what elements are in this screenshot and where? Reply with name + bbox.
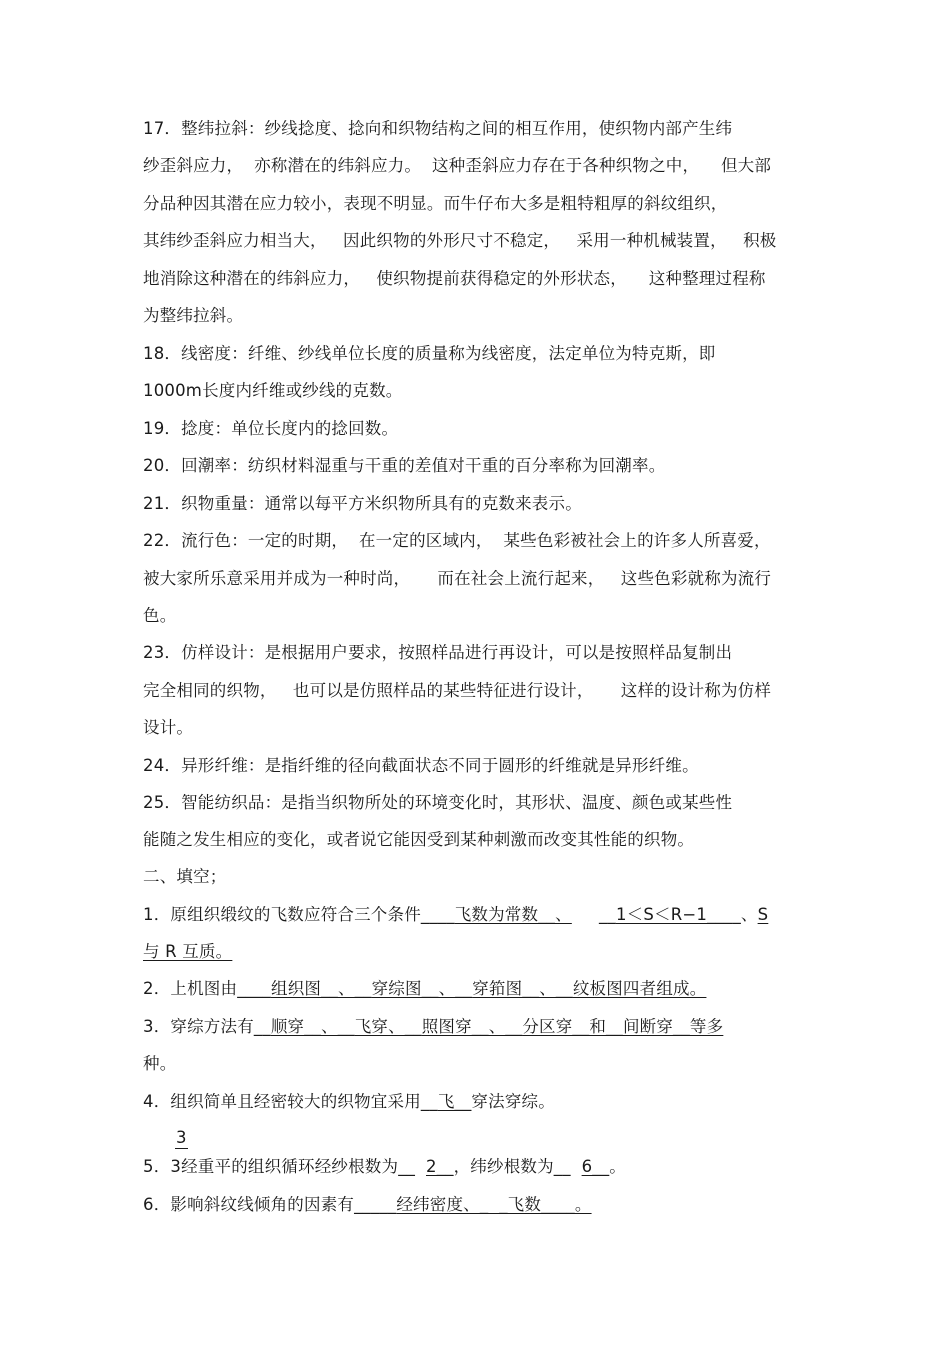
q4-prefix: 4．组织简单且经密较大的织物宜采用__	[143, 1092, 438, 1111]
q1-gap: __	[571, 905, 616, 924]
q5-suffix: 。	[609, 1157, 626, 1176]
q5-prefix: 经重平的组织循环经纱根数为__	[181, 1157, 426, 1176]
q5-mid: ，纬纱根数为__	[453, 1157, 582, 1176]
q5-answer-1: 2__	[426, 1157, 454, 1176]
definition-22-line-2: 被大家所乐意采用并成为一种时尚， 而在社会上流行起来， 这些色彩就称为流行	[143, 569, 772, 588]
q1-prefix: 1．原组织缎纹的飞数应符合三个条件____	[143, 905, 455, 924]
fill-blank-q3-line-1	[143, 1016, 723, 1038]
q6-prefix: 6．影响斜纹线倾角的因素有_____	[143, 1195, 397, 1214]
q1-answer-1: 飞数为常数__、	[454, 905, 572, 924]
definition-23-line-1: 23．仿样设计：是根据用户要求，按照样品进行再设计，可以是按照样品复制出	[143, 643, 733, 662]
q6-answer: 经纬密度、_ _飞数____。	[396, 1195, 592, 1214]
q1-sep: __、	[724, 905, 758, 924]
q2-answer-3: 穿筘图__、__	[472, 979, 573, 998]
definition-23-line-3: 设计。	[143, 718, 194, 737]
q2-answer-1: 组织图__、__	[271, 979, 372, 998]
definition-22-line-1: 22．流行色：一定的时期， 在一定的区域内， 某些色彩被社会上的许多人所喜爱，	[143, 531, 771, 550]
fill-blank-q1-line-1	[143, 904, 768, 926]
fill-blank-q1-line-2	[143, 941, 232, 963]
q5-fraction-denominator: 3	[170, 1157, 182, 1176]
definition-20: 20．回潮率：纺织材料湿重与干重的差值对干重的百分率称为回潮率。	[143, 456, 666, 475]
definition-19: 19．捻度：单位长度内的捻回数。	[143, 419, 399, 438]
q3-answer-3: 照图穿__、__	[421, 1017, 523, 1036]
q5-fraction-numerator: 3	[176, 1128, 187, 1147]
q2-answer-4: 纹板图四者组成。	[572, 979, 707, 998]
fill-blank-q4	[143, 1091, 555, 1113]
q4-answer: 飞__	[437, 1092, 472, 1111]
q3-answer-5: 间断穿__等多	[622, 1017, 724, 1036]
q1-answer-3-end: 与 R 互质。	[143, 942, 233, 961]
definition-17-line-2: 纱歪斜应力， 亦称潜在的纬斜应力。 这种歪斜应力存在于各种织物之中， 但大部	[143, 156, 772, 175]
definition-17-line-3: 分品种因其潜在应力较小，表现不明显。而牛仔布大多是粗特粗厚的斜纹组织，	[143, 194, 728, 213]
q2-answer-2: 穿综图__、__	[371, 979, 473, 998]
q5-answer-2: 6__	[581, 1157, 610, 1176]
section-heading: 二、填空；	[143, 867, 227, 886]
q3-answer-1: 顺穿__、__	[270, 1017, 355, 1036]
definition-25-line-2: 能随之发生相应的变化，或者说它能因受到某种刺激而改变其性能的织物。	[143, 830, 695, 849]
definition-21: 21．织物重量：通常以每平方米织物所具有的克数来表示。	[143, 494, 582, 513]
q2-prefix: 2．上机图由____	[143, 979, 271, 998]
q1-answer-3-start: S	[757, 905, 769, 924]
definition-24: 24．异形纤维：是指纤维的径向截面状态不同于圆形的纤维就是异形纤维。	[143, 756, 699, 775]
fill-blank-q5	[143, 1156, 626, 1178]
definition-18-line-1: 18．线密度：纤维、纱线单位长度的质量称为线密度，法定单位为特克斯，即	[143, 344, 716, 363]
definition-17-line-4: 其纬纱歪斜应力相当大， 因此织物的外形尺寸不稳定， 采用一种机械装置， 积极	[143, 231, 777, 250]
q3-answer-2: 飞穿、__	[354, 1017, 422, 1036]
definition-18-line-2: 1000m长度内纤维或纱线的克数。	[143, 381, 403, 400]
definition-23-line-2: 完全相同的织物， 也可以是仿照样品的某些特征进行设计， 这样的设计称为仿样	[143, 681, 772, 700]
q4-suffix: 穿法穿综。	[471, 1092, 555, 1111]
q3-answer-4: 分区穿__和__	[522, 1017, 623, 1036]
fill-blank-q6	[143, 1194, 592, 1216]
definition-25-line-1: 25．智能纺织品：是指当织物所处的环境变化时，其形状、温度、颜色或某些性	[143, 793, 733, 812]
definition-22-line-3: 色。	[143, 606, 177, 625]
q5-number: 5．	[143, 1157, 171, 1176]
definition-17-line-5: 地消除这种潜在的纬斜应力， 使织物提前获得稳定的外形状态， 这种整理过程称	[143, 269, 766, 288]
q3-prefix: 3．穿综方法有__	[143, 1017, 271, 1036]
fill-blank-q3-line-2: 种。	[143, 1054, 177, 1073]
q1-answer-2: 1＜S＜R−1__	[615, 905, 724, 924]
fill-blank-q2	[143, 978, 706, 1000]
definition-17-line-1: 17．整纬拉斜：纱线捻度、捻向和织物结构之间的相互作用，使织物内部产生纬	[143, 119, 733, 138]
definition-17-line-6: 为整纬拉斜。	[143, 306, 244, 325]
